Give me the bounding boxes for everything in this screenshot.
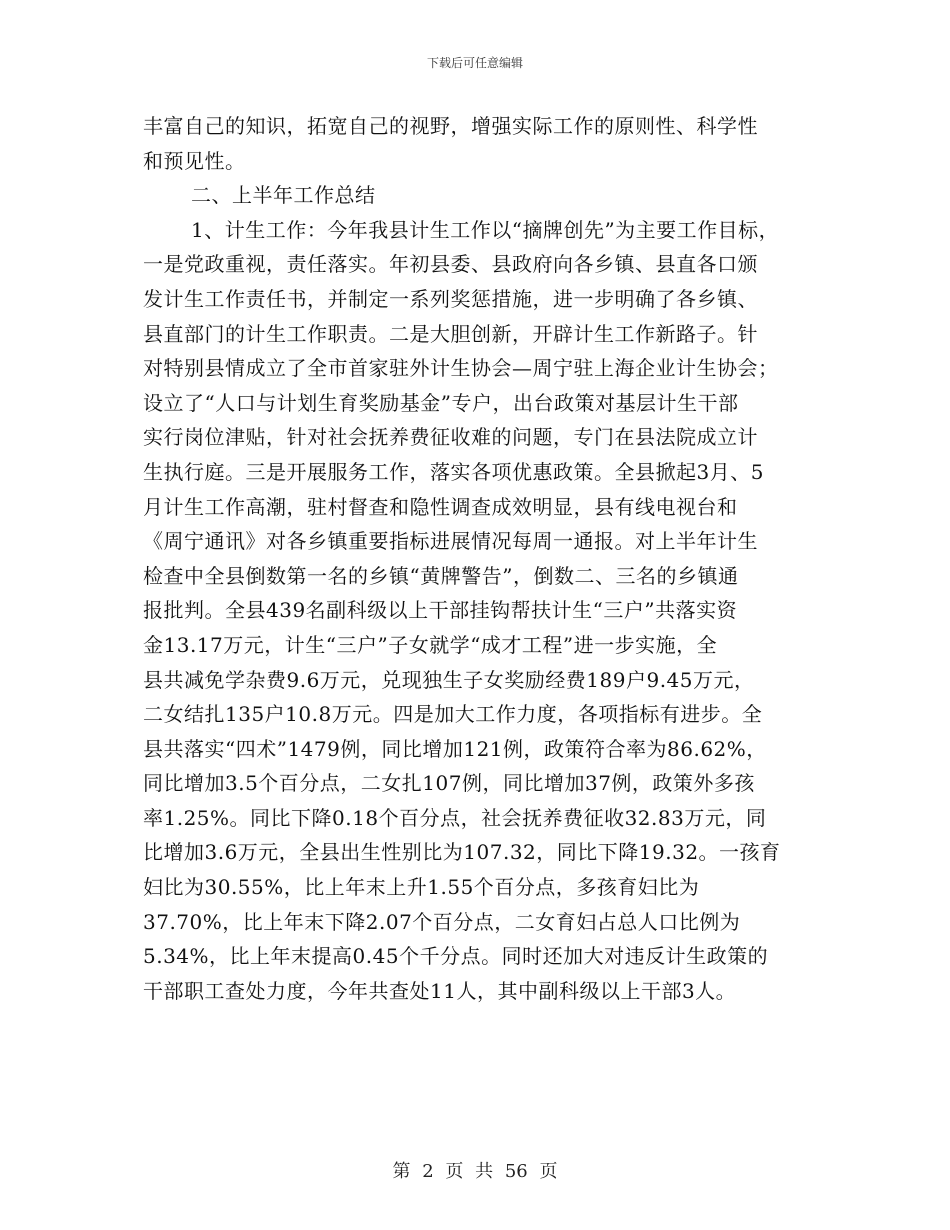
text-line: 对特别县情成立了全市首家驻外计生协会—周宁驻上海企业计生协会； — [143, 356, 779, 381]
text-line: 率1.25%。同比下降0.18个百分点，社会抚养费征收32.83万元，同 — [143, 805, 767, 830]
text-line: 县共落实“四术”1479例，同比增加121例，政策符合率为86.62%， — [143, 736, 767, 761]
page-header-note: 下载后可任意编辑 — [426, 56, 523, 70]
text-line: 《周宁通讯》对各乡镇重要指标进展情况每周一通报。对上半年计生 — [143, 529, 758, 554]
text-line: 县共减免学杂费9.6万元，兑现独生子女奖励经费189户9.45万元， — [143, 667, 755, 692]
text-line: 干部职工查处力度，今年共查处11人，其中副科级以上干部3人。 — [143, 978, 737, 1003]
text-line: 妇比为30.55%，比上年末上升1.55个百分点，多孩育妇比为 — [143, 875, 700, 900]
paragraph-first-line: 1、计生工作：今年我县计生工作以“摘牌创先”为主要工作目标， — [191, 217, 780, 242]
section-heading: 二、上半年工作总结 — [191, 183, 376, 208]
text-line: 和预见性。 — [143, 148, 246, 173]
text-line: 丰富自己的知识，拓宽自己的视野，增强实际工作的原则性、科学性 — [143, 114, 758, 138]
text-line: 37.70%，比上年末下降2.07个百分点，二女育妇占总人口比例为 — [143, 909, 741, 934]
text-line: 5.34%，比上年末提高0.45个千分点。同时还加大对违反计生政策的 — [143, 944, 769, 969]
text-line: 同比增加3.5个百分点，二女扎107例，同比增加37例，政策外多孩 — [143, 771, 755, 796]
text-line: 实行岗位津贴，针对社会抚养费征收难的问题，专门在县法院成立计 — [143, 425, 758, 450]
text-line: 二女结扎135户10.8万元。四是加大工作力度，各项指标有进步。全 — [143, 702, 763, 727]
text-line: 生执行庭。三是开展服务工作，落实各项优惠政策。全县掀起3月、5 — [143, 459, 764, 484]
text-line: 发计生工作责任书，并制定一系列奖惩措施，进一步明确了各乡镇、 — [143, 286, 758, 311]
text-line: 报批判。全县439名副科级以上干部挂钩帮扶计生“三户”共落实资 — [143, 598, 738, 623]
text-line: 比增加3.6万元，全县出生性别比为107.32，同比下降19.32。一孩育 — [143, 840, 781, 865]
text-line: 设立了“人口与计划生育奖励基金”专户，出台政策对基层计生干部 — [143, 390, 739, 415]
text-line: 一是党政重视，责任落实。年初县委、县政府向各乡镇、县直各口颁 — [143, 252, 758, 277]
text-line: 检查中全县倒数第一名的乡镇“黄牌警告”，倒数二、三名的乡镇通 — [143, 563, 739, 588]
document-body — [143, 109, 823, 1008]
text-line: 月计生工作高潮，驻村督查和隐性调查成效明显，县有线电视台和 — [143, 494, 738, 519]
page-number: 第 2 页 共 56 页 — [392, 1161, 558, 1182]
text-line: 金13.17万元，计生“三户”子女就学“成才工程”进一步实施，全 — [143, 632, 718, 657]
text-line: 县直部门的计生工作职责。二是大胆创新，开辟计生工作新路子。针 — [143, 321, 758, 346]
